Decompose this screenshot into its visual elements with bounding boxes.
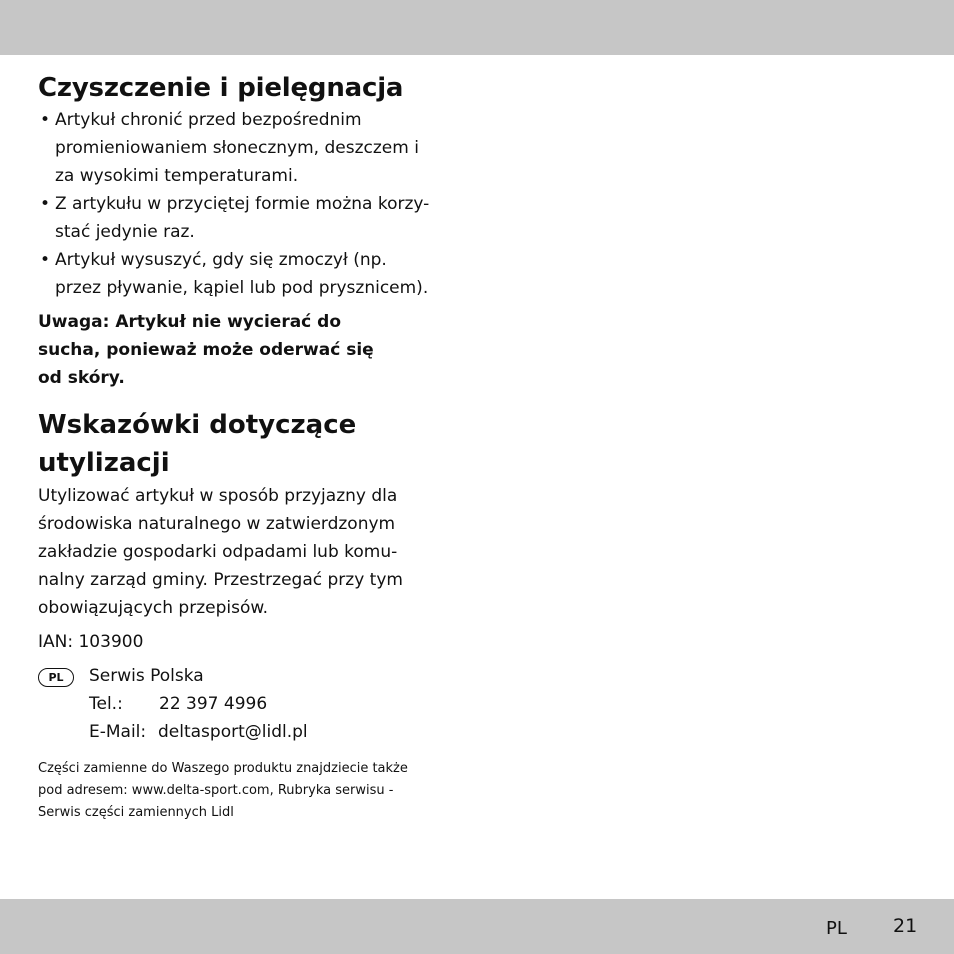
- country-badge: PL: [38, 668, 74, 687]
- cleaning-heading: Czyszczenie i pielęgnacja: [38, 73, 404, 103]
- paragraph-line: środowiska naturalnego w zatwierdzonym: [38, 514, 396, 534]
- service-block: [38, 662, 478, 746]
- spare-parts-note: [38, 758, 458, 824]
- warning-note: [38, 308, 408, 392]
- list-item-line: Artykuł chronić przed bezpośrednim: [55, 110, 362, 130]
- page-content: [38, 70, 478, 824]
- list-item-line: Z artykułu w przyciętej formie można korzy-: [55, 194, 430, 214]
- list-item-line: przez pływanie, kąpiel lub pod prysznicem).: [55, 278, 429, 298]
- bullet-icon: •: [40, 194, 51, 214]
- ian-number: IAN: 103900: [38, 632, 144, 652]
- warning-line: sucha, ponieważ może oderwać się: [38, 340, 374, 360]
- list-item-line: za wysokimi temperaturami.: [55, 166, 299, 186]
- tel-value: 22 397 4996: [159, 694, 268, 714]
- list-item-line: Artykuł wysuszyć, gdy się zmoczył (np.: [55, 250, 387, 270]
- footer-language: PL: [826, 918, 847, 939]
- note-line: pod adresem: www.delta-sport.com, Rubryka serwisu -: [38, 783, 394, 798]
- paragraph-line: obowiązujących przepisów.: [38, 598, 269, 618]
- list-item: [38, 190, 478, 246]
- note-line: Części zamienne do Waszego produktu znajdziecie także: [38, 761, 408, 776]
- cleaning-list: [38, 106, 478, 302]
- bullet-icon: •: [40, 110, 51, 130]
- list-item-line: stać jedynie raz.: [55, 222, 195, 242]
- warning-line: Uwaga: Artykuł nie wycierać do: [38, 312, 342, 332]
- disposal-heading: [38, 406, 418, 482]
- list-item: [38, 106, 478, 190]
- tel-label: Tel.:: [89, 694, 123, 714]
- service-name: Serwis Polska: [89, 666, 204, 686]
- note-line: Serwis części zamiennych Lidl: [38, 805, 234, 820]
- disposal-heading-line: Wskazówki dotyczące: [38, 410, 357, 440]
- warning-line: od skóry.: [38, 368, 125, 388]
- paragraph-line: Utylizować artykuł w sposób przyjazny dla: [38, 486, 398, 506]
- paragraph-line: nalny zarząd gminy. Przestrzegać przy tym: [38, 570, 403, 590]
- page-number: 21: [893, 915, 918, 937]
- list-item-line: promieniowaniem słonecznym, deszczem i: [55, 138, 419, 158]
- header-bar: [0, 0, 954, 55]
- list-item: [38, 246, 478, 302]
- disposal-heading-line: utylizacji: [38, 448, 170, 478]
- email-value: deltasport@lidl.pl: [158, 722, 308, 742]
- footer-bar: [0, 899, 954, 954]
- paragraph-line: zakładzie gospodarki odpadami lub komu-: [38, 542, 398, 562]
- email-label: E-Mail:: [89, 722, 147, 742]
- bullet-icon: •: [40, 250, 51, 270]
- disposal-paragraph: [38, 482, 438, 622]
